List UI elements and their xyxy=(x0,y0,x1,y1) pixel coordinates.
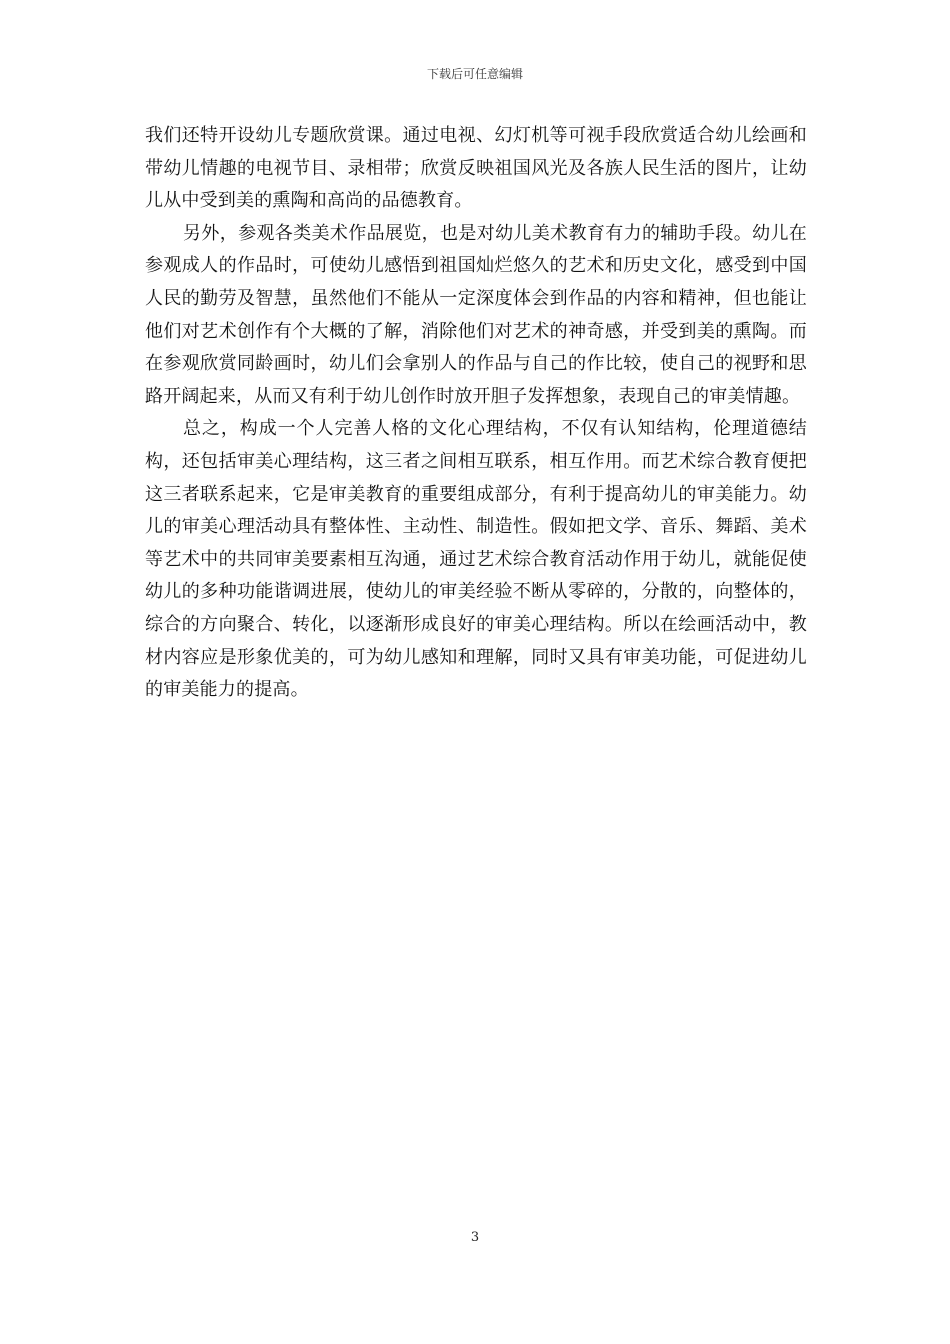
paragraph-conclusion: 总之，构成一个人完善人格的文化心理结构，不仅有认知结构，伦理道德结构，还包括审美心理结构，这三者之间相互联系，相互作用。而艺术综合教育便把这三者联系起来，它是审美教育的重要组成部分，有利于提高幼儿的审美能力。幼儿的审美心理活动具有整体性、主动性、制造性。假如把文学、音乐、舞蹈、美术等艺术中的共同审美要素相互沟通，通过艺术综合教育活动作用于幼儿，就能促使幼儿的多种功能谐调进展，使幼儿的审美经验不断从零碎的，分散的，向整体的，综合的方向聚合、转化，以逐渐形成良好的审美心理结构。所以在绘画活动中，教材内容应是形象优美的，可为幼儿感知和理解，同时又具有审美功能，可促进幼儿的审美能力的提高。 xyxy=(145,418,807,701)
page-header: 下载后可任意编辑 xyxy=(426,67,523,81)
page-number: 3 xyxy=(470,1230,480,1245)
paragraph-continued: 我们还特开设幼儿专题欣赏课。通过电视、幻灯机等可视手段欣赏适合幼儿绘画和带幼儿情趣的电视节目、录相带；欣赏反映祖国风光及各族人民生活的图片，让幼儿从中受到美的熏陶和高尚的品德教育。 xyxy=(145,125,807,212)
paragraph-exhibition: 另外，参观各类美术作品展览，也是对幼儿美术教育有力的辅助手段。幼儿在参观成人的作品时，可使幼儿感悟到祖国灿烂悠久的艺术和历史文化，感受到中国人民的勤劳及智慧，虽然他们不能从一定深度体会到作品的内容和精神，但也能让他们对艺术创作有个大概的了解，消除他们对艺术的神奇感，并受到美的熏陶。而在参观欣赏同龄画时，幼儿们会拿别人的作品与自己的作比较，使自己的视野和思路开阔起来，从而又有利于幼儿创作时放开胆子发挥想象，表现自己的审美情趣。 xyxy=(145,222,807,407)
document-body xyxy=(145,120,807,707)
